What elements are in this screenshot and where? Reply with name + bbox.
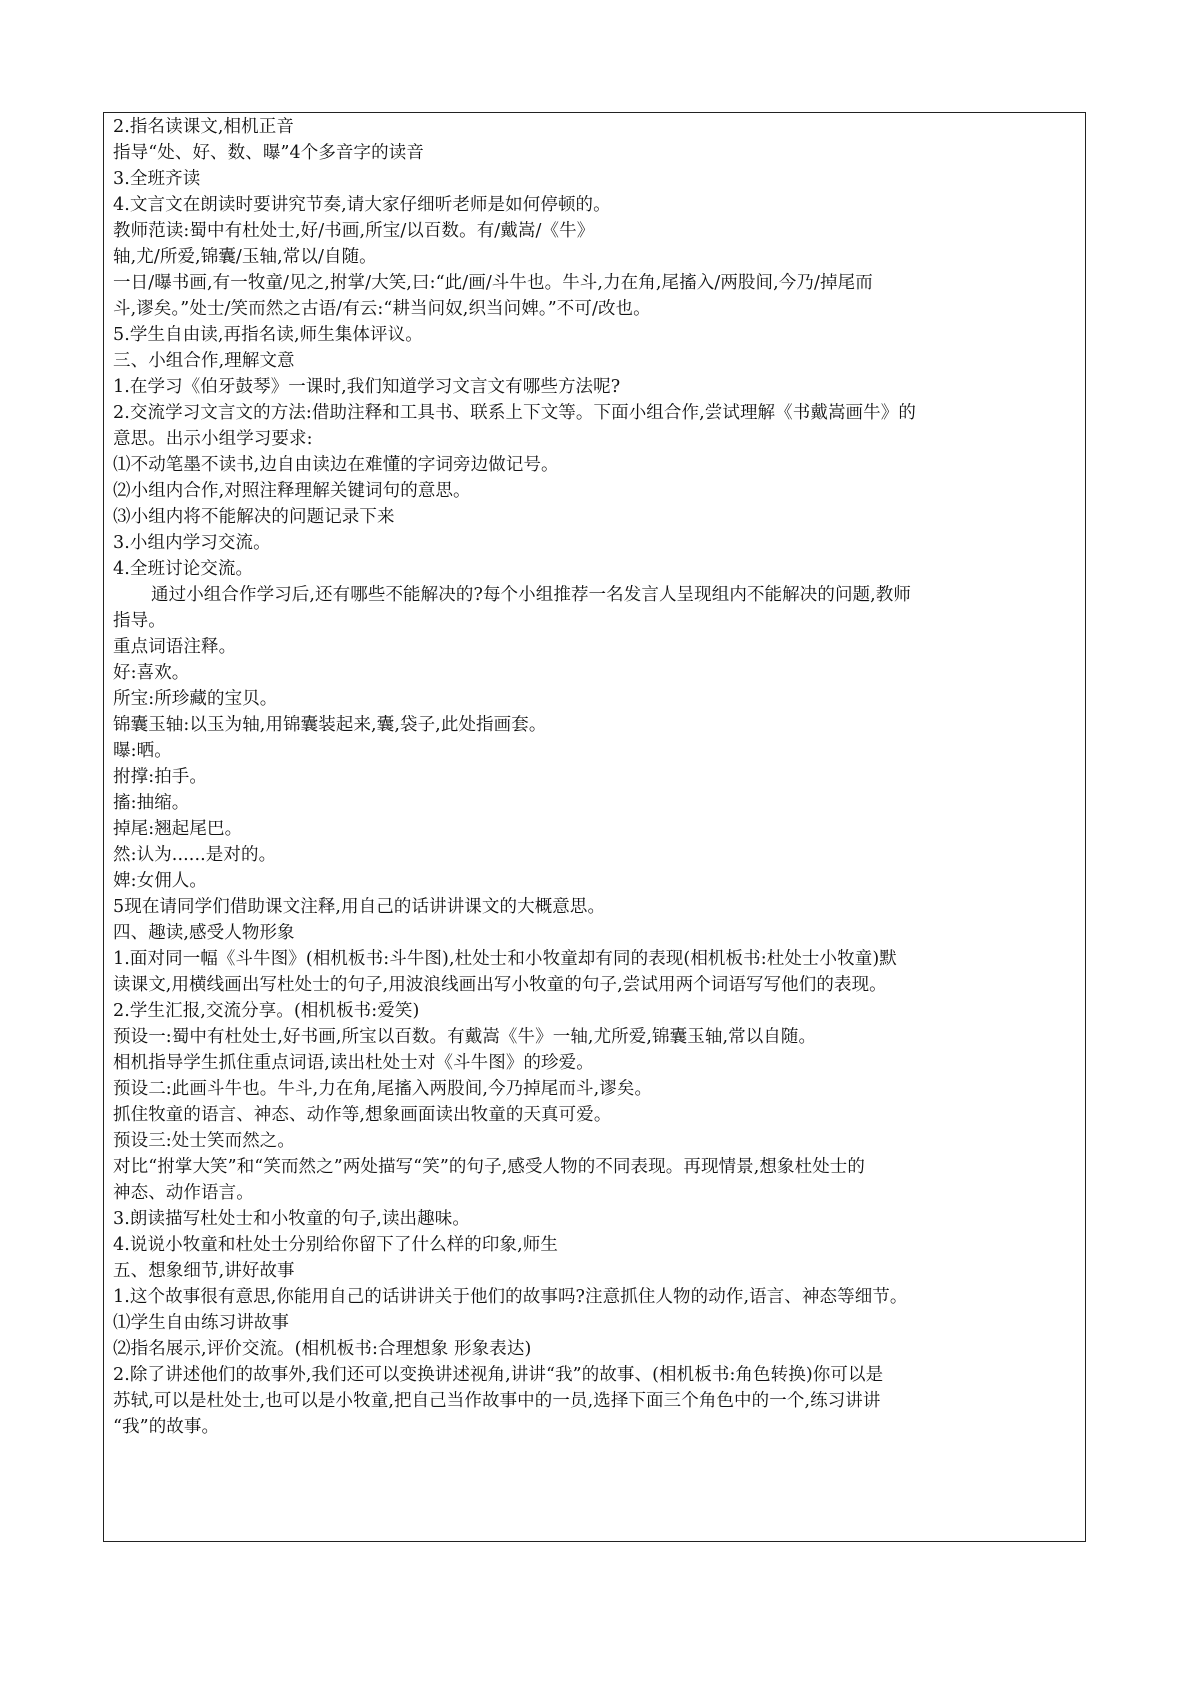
text-line: 重点词语注释。	[113, 637, 237, 657]
text-line: 教师范读:蜀中有杜处士,好/书画,所宝/以百数。有/戴嵩/《牛》	[113, 221, 595, 241]
text-line: 相机指导学生抓住重点词语,读出杜处士对《斗牛图》的珍爱。	[113, 1053, 594, 1073]
text-line: 意思。出示小组学习要求:	[113, 429, 313, 449]
text-line: 指导。	[113, 611, 166, 631]
text-line: 2.除了讲述他们的故事外,我们还可以变换讲述视角,讲讲“我”的故事、(相机板书:角色转换)你可以是	[113, 1365, 884, 1385]
section-heading: 五、想象细节,讲好故事	[113, 1261, 295, 1281]
text-line: 预设二:此画斗牛也。牛斗,力在角,尾搐入两股间,今乃掉尾而斗,谬矣。	[113, 1079, 653, 1099]
text-line: 预设三:处士笑而然之。	[113, 1131, 295, 1151]
text-line: 抓住牧童的语言、神态、动作等,想象画面读出牧童的天真可爱。	[113, 1105, 612, 1125]
text-line: 4.文言文在朗读时要讲究节奏,请大家仔细听老师是如何停顿的。	[113, 195, 611, 215]
text-line: 搐:抽缩。	[113, 793, 190, 813]
text-line: 2.指名读课文,相机正音	[113, 117, 294, 137]
text-line: 1.这个故事很有意思,你能用自己的话讲讲关于他们的故事吗?注意抓住人物的动作,语言、神态等细节。	[113, 1287, 908, 1307]
text-line: 2.学生汇报,交流分享。(相机板书:爱笑)	[113, 1001, 420, 1021]
text-line: 婢:女佣人。	[113, 871, 207, 891]
text-line: 5.学生自由读,再指名读,师生集体评议。	[113, 325, 423, 345]
text-line: 1.面对同一幅《斗牛图》(相机板书:斗牛图),杜处士和小牧童却有同的表现(相机板书:杜处士小牧童)默	[113, 949, 897, 969]
text-line: 2.交流学习文言文的方法:借助注释和工具书、联系上下文等。下面小组合作,尝试理解《书戴嵩画牛》的	[113, 403, 916, 423]
text-line: ⑴学生自由练习讲故事	[113, 1313, 289, 1333]
text-line: 3.小组内学习交流。	[113, 533, 271, 553]
text-line: 对比“拊掌大笑”和“笑而然之”两处描写“笑”的句子,感受人物的不同表现。再现情景,想象杜处士的	[113, 1157, 866, 1177]
text-line: 曝:晒。	[113, 741, 172, 761]
section-heading: 四、趣读,感受人物形象	[113, 923, 295, 943]
text-line: 预设一:蜀中有杜处士,好书画,所宝以百数。有戴嵩《牛》一轴,尤所爱,锦囊玉轴,常以自随。	[113, 1027, 817, 1047]
text-line: 拊撑:拍手。	[113, 767, 207, 787]
text-line: 1.在学习《伯牙鼓琴》一课时,我们知道学习文言文有哪些方法呢?	[113, 377, 621, 397]
text-line: 读课文,用横线画出写杜处士的句子,用波浪线画出写小牧童的句子,尝试用两个词语写写他们的表现。	[113, 975, 887, 995]
text-line: 斗,谬矣。”处士/笑而然之古语/有云:“耕当问奴,织当问婢。”不可/改也。	[113, 299, 651, 319]
text-line: 4.全班讨论交流。	[113, 559, 254, 579]
section-heading: 三、小组合作,理解文意	[113, 351, 295, 371]
text-line: 锦囊玉轴:以玉为轴,用锦囊装起来,囊,袋子,此处指画套。	[113, 715, 547, 735]
text-line: 好:喜欢。	[113, 663, 190, 683]
text-line: ⑴不动笔墨不读书,边自由读边在难懂的字词旁边做记号。	[113, 455, 559, 475]
text-line: ⑵小组内合作,对照注释理解关键词句的意思。	[113, 481, 471, 501]
text-line: 苏轼,可以是杜处士,也可以是小牧童,把自己当作故事中的一员,选择下面三个角色中的一个,练习讲讲	[113, 1391, 881, 1411]
text-line: “我”的故事。	[113, 1417, 220, 1437]
text-line: 神态、动作语言。	[113, 1183, 254, 1203]
text-line: 然:认为......是对的。	[113, 845, 277, 865]
text-line: 一日/曝书画,有一牧童/见之,拊掌/大笑,曰:“此/画/斗牛也。牛斗,力在角,尾搐入/两股间,今乃/掉尾而	[113, 273, 873, 293]
text-line: ⑶小组内将不能解决的问题记录下来	[113, 507, 395, 527]
text-line: 3.朗读描写杜处士和小牧童的句子,读出趣味。	[113, 1209, 470, 1229]
text-line: ⑵指名展示,评价交流。(相机板书:合理想象 形象表达)	[113, 1339, 532, 1359]
text-line: 所宝:所珍藏的宝贝。	[113, 689, 278, 709]
text-line: 指导“处、好、数、曝”4个多音字的读音	[113, 143, 424, 163]
text-line: 轴,尤/所爱,锦囊/玉轴,常以/自随。	[113, 247, 377, 267]
text-line: 4.说说小牧童和杜处士分别给你留下了什么样的印象,师生	[113, 1235, 558, 1255]
text-line: 通过小组合作学习后,还有哪些不能解决的?每个小组推荐一名发言人呈现组内不能解决的问题,教师	[151, 585, 912, 605]
text-line: 5现在请同学们借助课文注释,用自己的话讲讲课文的大概意思。	[113, 897, 606, 917]
text-line: 掉尾:翘起尾巴。	[113, 819, 243, 839]
text-line: 3.全班齐读	[113, 169, 201, 189]
